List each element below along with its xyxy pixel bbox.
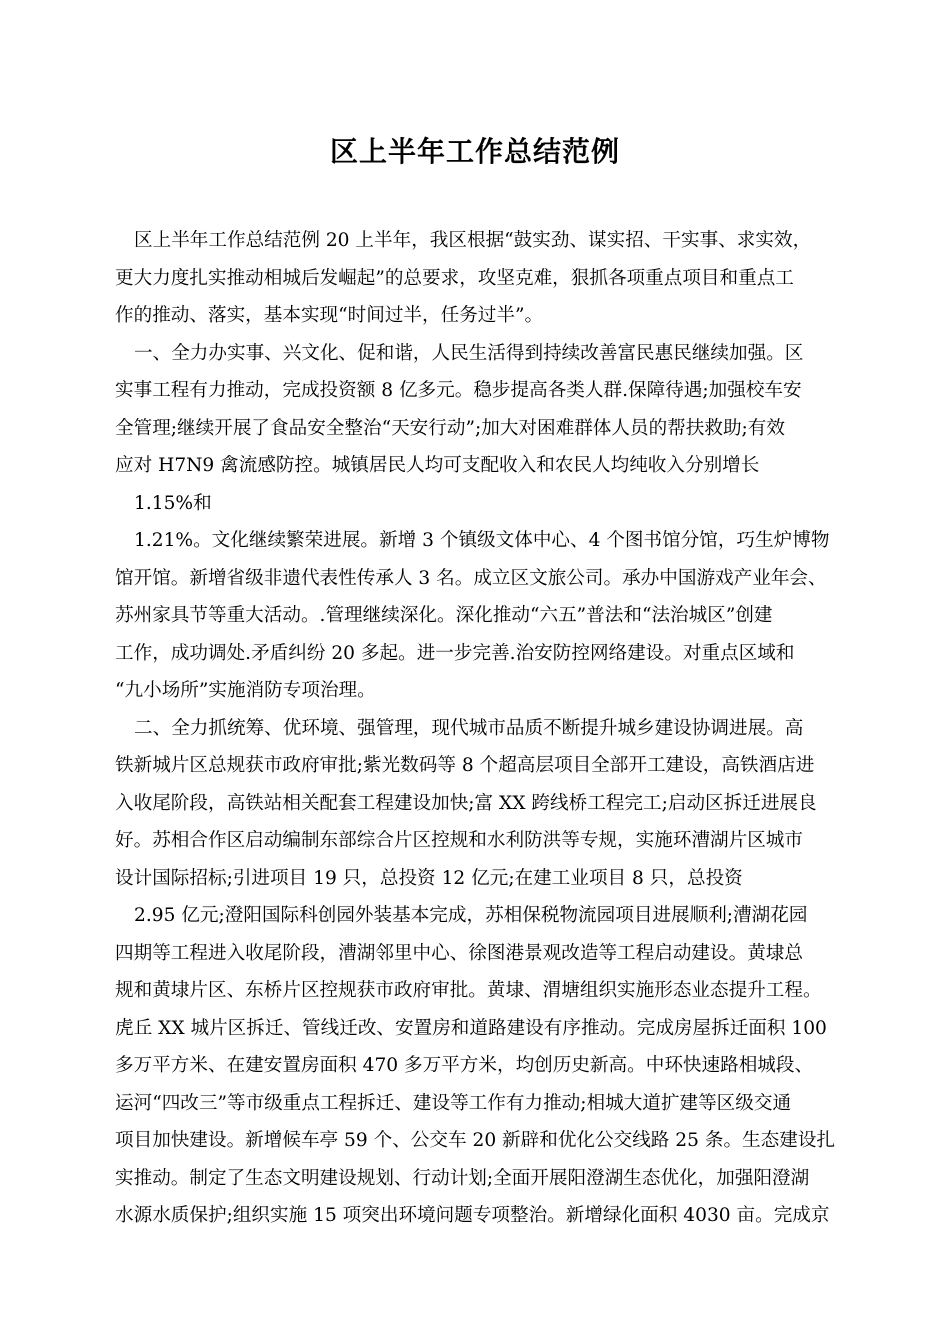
text-line: 一、全力办实事、兴文化、促和谐，人民生活得到持续改善富民惠民继续加强。区 — [134, 342, 804, 364]
text-line: 应对 H7N9 禽流感防控。城镇居民人均可支配收入和农民人均纯收入分别增长 — [115, 455, 760, 476]
text-line: 更大力度扎实推动相城后发崛起”的总要求，攻坚克难，狠抓各项重点项目和重点工 — [115, 267, 794, 289]
text-line: 2.95 亿元;澄阳国际科创园外装基本完成，苏相保税物流园项目进展顺利;漕湖花园 — [134, 905, 808, 926]
text-line: 运河“四改三”等市级重点工程拆迁、建设等工作有力推动;相城大道扩建等区级交通 — [115, 1092, 792, 1114]
text-line: 二、全力抓统筹、优环境、强管理，现代城市品质不断提升城乡建设协调进展。高 — [134, 717, 804, 739]
text-line: “九小场所”实施消防专项治理。 — [115, 680, 376, 701]
text-line: 好。苏相合作区启动编制东部综合片区控规和水利防洪等专规，实施环漕湖片区城市 — [115, 830, 803, 851]
text-line: 全管理;继续开展了食品安全整治“天安行动”;加大对困难群体人员的帮扶救助;有效 — [115, 417, 785, 439]
document-title: 区上半年工作总结范例 — [329, 135, 620, 168]
text-line: 规和黄埭片区、东桥片区控规获市政府审批。黄埭、渭塘组织实施形态业态提升工程。 — [115, 980, 822, 1001]
text-line: 四期等工程进入收尾阶段，漕湖邻里中心、徐图港景观改造等工程启动建设。黄埭总 — [115, 942, 803, 964]
text-line: 实推动。制定了生态文明建设规划、行动计划;全面开展阳澄湖生态优化，加强阳澄湖 — [115, 1167, 810, 1189]
document-body — [115, 222, 835, 1235]
text-line: 设计国际招标;引进项目 19 只，总投资 12 亿元;在建工业项目 8 只，总投资 — [115, 867, 743, 889]
text-line: 作的推动、落实，基本实现“时间过半，任务过半”。 — [115, 305, 544, 326]
text-line: 实事工程有力推动，完成投资额 8 亿多元。稳步提高各类人群.保障待遇;加强校车安 — [115, 380, 802, 401]
text-line: 铁新城片区总规获市政府审批;紫光数码等 8 个超高层项目全部开工建设，高铁酒店进 — [115, 755, 815, 776]
text-line: 虎丘 XX 城片区拆迁、管线迁改、安置房和道路建设有序推动。完成房屋拆迁面积 100 — [115, 1017, 827, 1039]
text-line: 入收尾阶段，高铁站相关配套工程建设加快;富 XX 跨线桥工程完工;启动区拆迁进展良 — [115, 792, 817, 814]
text-line: 多万平方米、在建安置房面积 470 多万平方米，均创历史新高。中环快速路相城段、 — [115, 1055, 814, 1076]
text-line: 1.21%。文化继续繁荣进展。新增 3 个镇级文体中心、4 个图书馆分馆，巧生炉博物 — [134, 530, 830, 551]
text-line: 工作，成功调处.矛盾纠纷 20 多起。进一步完善.治安防控网络建设。对重点区域和 — [115, 642, 795, 664]
text-line: 苏州家具节等重大活动。.管理继续深化。深化推动“六五”普法和“法治城区”创建 — [115, 605, 773, 626]
text-line: 水源水质保护;组织实施 15 项突出环境问题专项整治。新增绿化面积 4030 亩。完成京 — [115, 1205, 830, 1226]
text-line: 区上半年工作总结范例 20 上半年，我区根据“鼓实劲、谋实招、干实事、求实效， — [134, 230, 812, 251]
text-line: 项目加快建设。新增候车亭 59 个、公交车 20 新辟和优化公交线路 25 条。生态建设扎 — [115, 1130, 835, 1151]
text-line: 馆开馆。新增省级非遗代表性传承人 3 名。成立区文旅公司。承办中国游戏产业年会、 — [115, 567, 827, 589]
text-line: 1.15%和 — [134, 492, 212, 514]
